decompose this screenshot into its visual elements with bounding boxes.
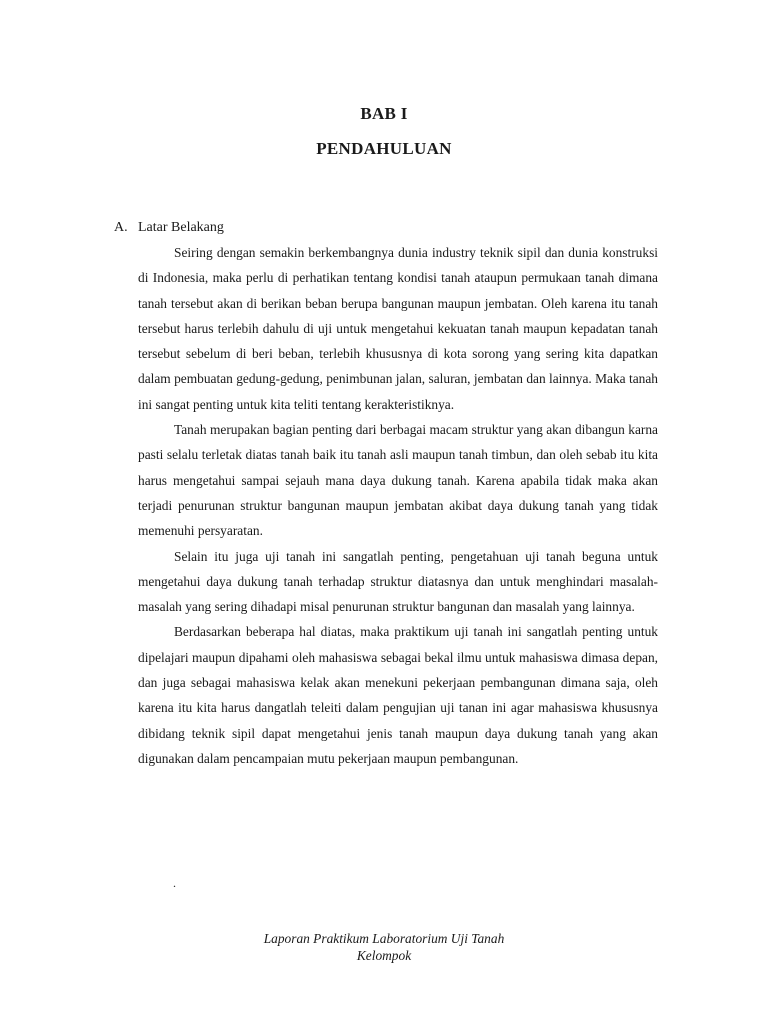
chapter-title: PENDAHULUAN	[316, 139, 452, 158]
stray-mark: .	[173, 876, 176, 890]
page-footer	[0, 930, 768, 964]
section-heading-text: Latar Belakang	[138, 220, 224, 235]
footer-line-2: Kelompok	[356, 948, 412, 963]
paragraph: Seiring dengan semakin berkembangnya dunia industry teknik sipil dan dunia konstruksi di Indonesia, maka perlu di perhatikan tentang kondisi tanah ataupun permukaan tanah dimana tanah tersebut akan di berikan beban berupa bangunan maupun jembatan. Oleh karena itu tanah tersebut harus terlebih dahulu di uji untuk mengetahui kekuatan tanah maupun kepadatan tanah tersebut sebelum di beri beban, terlebih khususnya di kota sorong yang sering kita dapatkan dalam pembuatan gedung-gedung, penimbunan jalan, saluran, jembatan dan lainnya. Maka tanah ini sangat penting untuk kita teliti tentang kerakteristiknya.	[138, 245, 658, 412]
paragraph: Selain itu juga uji tanah ini sangatlah penting, pengetahuan uji tanah beguna untuk mengetahui daya dukung tanah terhadap struktur diatasnya dan untuk menghindari masalah-masalah yang sering dihadapi misal penurunan struktur bangunan dan masalah yang lainnya.	[138, 548, 658, 615]
chapter-number: BAB I	[360, 104, 408, 123]
body-text	[138, 240, 658, 771]
footer-line-1: Laporan Praktikum Laboratorium Uji Tanah	[263, 931, 505, 946]
section-marker: A.	[114, 220, 128, 235]
paragraph: Tanah merupakan bagian penting dari berbagai macam struktur yang akan dibangun karna pasti selalu terletak diatas tanah baik itu tanah asli maupun tanah timbun, dan oleh sebab itu kita harus mengetahui sampai sejauh mana daya dukung tanah. Karena apabila tidak maka akan terjadi penurunan struktur bangunan maupun jembatan akibat daya dukung tanah yang tidak memenuhi persyaratan.	[138, 422, 658, 539]
section-heading	[114, 218, 224, 238]
paragraph: Berdasarkan beberapa hal diatas, maka praktikum uji tanah ini sangatlah penting untuk dipelajari maupun dipahami oleh mahasiswa sebagai bekal ilmu untuk mahasiswa dimasa depan, dan juga sebagai mahasiswa kelak akan menekuni pekerjaan pembangunan dimana saja, oleh karena itu kita harus dangatlah teleiti dalam pengujian uji tanan ini agar mahasiswa khususnya dibidang teknik sipil dapat mengetahui jenis tanah maupun daya dukung tanah yang akan digunakan dalam pencampaian mutu pekerjaan maupun pembangunan.	[138, 624, 658, 766]
